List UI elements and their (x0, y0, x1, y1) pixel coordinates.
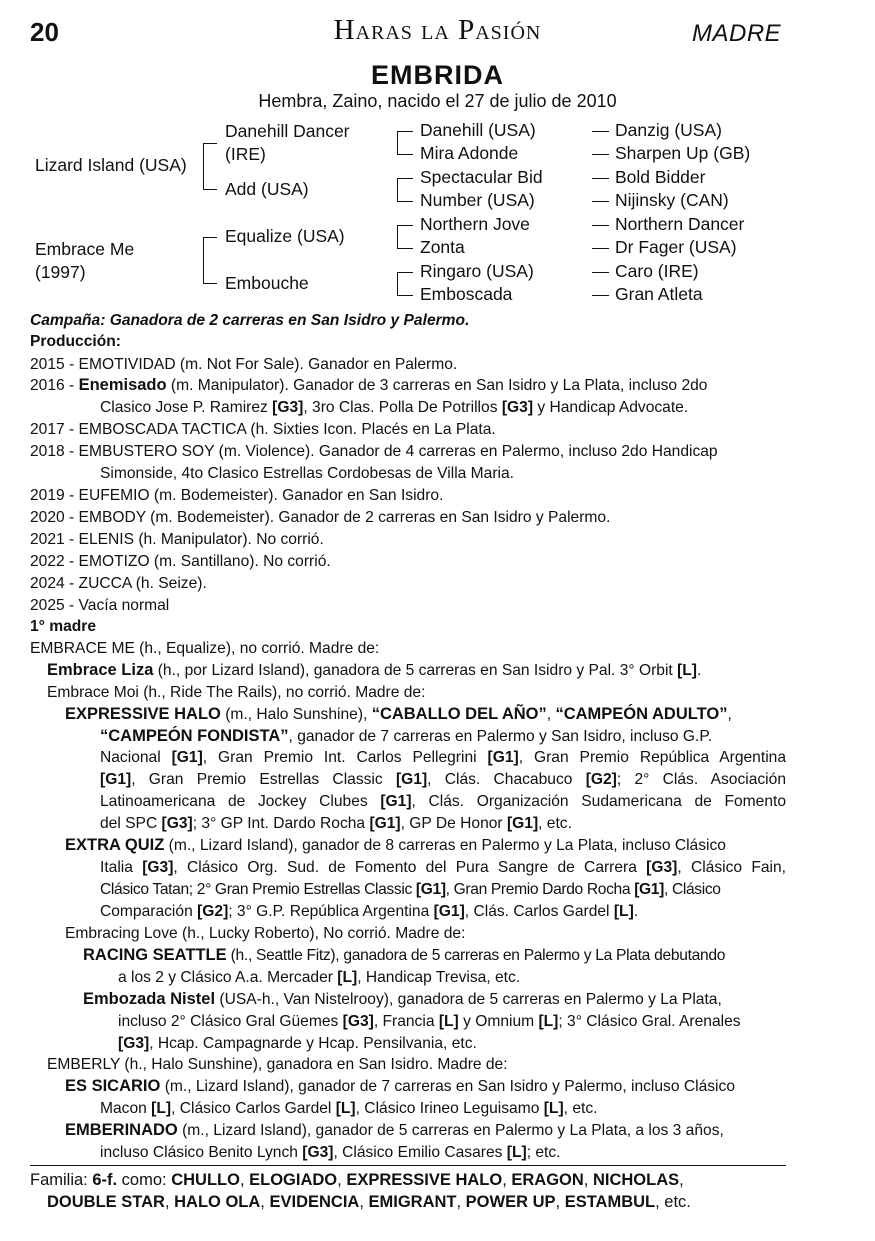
pedigree-sire-sire-line2: (IRE) (225, 144, 266, 164)
embrace-liza-line: Embrace Liza (h., por Lizard Island), ganadora de 5 carreras en San Isidro y Pal. 3° Orbit [L]. (47, 661, 702, 679)
racing-seattle-line2: a los 2 y Clásico A.a. Mercader [L], Handicap Trevisa, etc. (118, 969, 521, 986)
embozada-nistel-line2: incluso 2° Clásico Gral Güemes [G3], Francia [L] y Omnium [L]; 3° Clásico Gral. Arenales (118, 1013, 741, 1030)
production-2022: 2022 - EMOTIZO (m. Santillano). No corrió. (30, 553, 331, 570)
footer-divider (30, 1165, 786, 1166)
embracing-love-line: Embracing Love (h., Lucky Roberto), No corrió. Madre de: (65, 925, 466, 942)
first-dam-heading: 1° madre (30, 618, 97, 635)
production-2025: 2025 - Vacía normal (30, 597, 170, 614)
campaign: Campaña: Ganadora de 2 carreras en San Isidro y Palermo. (30, 312, 470, 329)
embrace-moi-line: Embrace Moi (h., Ride The Rails), no corrió. Madre de: (47, 684, 426, 701)
pedigree-gen4-7: Caro (IRE) (615, 261, 699, 281)
embrace-me-line: EMBRACE ME (h., Equalize), no corrió. Madre de: (30, 640, 380, 657)
section-label: MADRE (692, 20, 782, 47)
pedigree-gen4-6: Dr Fager (USA) (615, 237, 737, 257)
pedigree-dam-line2: (1997) (35, 262, 86, 282)
production-2019: 2019 - EUFEMIO (m. Bodemeister). Ganador en San Isidro. (30, 487, 444, 504)
expressive-halo-line3: Nacional [G1], Gran Premio Int. Carlos Pellegrini [G1], Gran Premio República Argentina (100, 749, 787, 766)
expressive-halo-line1: EXPRESSIVE HALO (m., Halo Sunshine), “CABALLO DEL AÑO”, “CAMPEÓN ADULTO”, (65, 705, 732, 723)
emberinado-line1: EMBERINADO (m., Lizard Island), ganador de 5 carreras en Palermo y La Plata, a los 3 años, (65, 1121, 724, 1139)
extra-quiz-line4: Comparación [G2]; 3° G.P. República Argentina [G1], Clás. Carlos Gardel [L]. (100, 903, 639, 920)
pedigree-gen3-3: Spectacular Bid (420, 167, 543, 187)
emberinado-line2: incluso Clásico Benito Lynch [G3], Clásico Emilio Casares [L]; etc. (100, 1144, 561, 1161)
pedigree-gen4-2: Sharpen Up (GB) (615, 143, 751, 163)
production-2016: 2016 - Enemisado (m. Manipulator). Ganador de 3 carreras en San Isidro y La Plata, incluso 2do (30, 376, 708, 394)
pedigree-sire-dam: Add (USA) (225, 179, 309, 199)
production-heading: Producción: (30, 333, 121, 350)
racing-seattle-line1: RACING SEATTLE (h., Seattle Fitz), ganadora de 5 carreras en Palermo y La Plata debutando (83, 946, 726, 964)
pedigree-dam-dam: Embouche (225, 273, 309, 293)
horse-name: EMBRIDA (371, 60, 504, 90)
expressive-halo-line6: del SPC [G3]; 3° GP Int. Dardo Rocha [G1], GP De Honor [G1], etc. (100, 815, 572, 832)
familia-line2: DOUBLE STAR, HALO OLA, EVIDENCIA, EMIGRANT, POWER UP, ESTAMBUL, etc. (47, 1193, 691, 1211)
emberly-line: EMBERLY (h., Halo Sunshine), ganadora en San Isidro. Madre de: (47, 1056, 508, 1073)
pedigree-gen4-3: Bold Bidder (615, 167, 706, 187)
production-2016-cont: Clasico Jose P. Ramirez [G3], 3ro Clas. Polla De Potrillos [G3] y Handicap Advocate. (100, 399, 689, 416)
pedigree-gen4-1: Danzig (USA) (615, 120, 722, 140)
production-2018-cont: Simonside, 4to Clasico Estrellas Cordobesas de Villa Maria. (100, 465, 515, 482)
pedigree-gen4-4: Nijinsky (CAN) (615, 190, 729, 210)
extra-quiz-line3: Clásico Tatan; 2° Gran Premio Estrellas Classic [G1], Gran Premio Dardo Rocha [G1], Clásico (100, 881, 721, 898)
extra-quiz-line2: Italia [G3], Clásico Org. Sud. de Fomento del Pura Sangre de Carrera [G3], Clásico Fain, (100, 859, 786, 876)
pedigree-gen3-8: Emboscada (420, 284, 513, 304)
pedigree-gen3-6: Zonta (420, 237, 465, 257)
pedigree-sire-sire-line1: Danehill Dancer (225, 121, 350, 141)
production-2021: 2021 - ELENIS (h. Manipulator). No corrió. (30, 531, 324, 548)
production-2024: 2024 - ZUCCA (h. Seize). (30, 575, 207, 592)
expressive-halo-line4: [G1], Gran Premio Estrellas Classic [G1], Clás. Chacabuco [G2]; 2° Clás. Asociación (100, 771, 786, 788)
pedigree-sire: Lizard Island (USA) (35, 155, 187, 175)
horse-description: Hembra, Zaino, nacido el 27 de julio de 2010 (258, 91, 617, 111)
es-sicario-line2: Macon [L], Clásico Carlos Gardel [L], Clásico Irineo Leguisamo [L], etc. (100, 1100, 598, 1117)
production-2020: 2020 - EMBODY (m. Bodemeister). Ganador de 2 carreras en San Isidro y Palermo. (30, 509, 611, 526)
pedigree-gen4-8: Gran Atleta (615, 284, 703, 304)
expressive-halo-line2: “CAMPEÓN FONDISTA”, ganador de 7 carreras en Palermo y San Isidro, incluso G.P. (100, 727, 713, 745)
pedigree-gen3-2: Mira Adonde (420, 143, 519, 163)
production-2018: 2018 - EMBUSTERO SOY (m. Violence). Ganador de 4 carreras en Palermo, incluso 2do Handicap (30, 443, 718, 460)
es-sicario-line1: ES SICARIO (m., Lizard Island), ganador de 7 carreras en San Isidro y Palermo, incluso Clásico (65, 1077, 735, 1095)
pedigree-gen4-5: Northern Dancer (615, 214, 745, 234)
pedigree-dam-sire: Equalize (USA) (225, 226, 345, 246)
pedigree-gen3-7: Ringaro (USA) (420, 261, 534, 281)
pedigree-dam-line1: Embrace Me (35, 239, 135, 259)
farm-name: Haras la Pasión (333, 14, 542, 46)
production-2017: 2017 - EMBOSCADA TACTICA (h. Sixties Icon. Placés en La Plata. (30, 421, 496, 438)
pedigree-gen3-4: Number (USA) (420, 190, 535, 210)
pedigree-gen3-1: Danehill (USA) (420, 120, 536, 140)
page-number: 20 (30, 17, 59, 47)
embozada-nistel-line3: [G3], Hcap. Campagnarde y Hcap. Pensilvania, etc. (118, 1035, 477, 1052)
expressive-halo-line5: Latinoamericana de Jockey Clubes [G1], Clás. Organización Sudamericana de Fomento (100, 793, 786, 810)
familia-line1: Familia: 6-f. como: CHULLO, ELOGIADO, EXPRESSIVE HALO, ERAGON, NICHOLAS, (30, 1171, 684, 1189)
production-2015: 2015 - EMOTIVIDAD (m. Not For Sale). Ganador en Palermo. (30, 356, 458, 373)
extra-quiz-line1: EXTRA QUIZ (m., Lizard Island), ganador de 8 carreras en Palermo y La Plata, incluso Clásico (65, 836, 726, 854)
embozada-nistel-line1: Embozada Nistel (USA-h., Van Nistelrooy), ganadora de 5 carreras en Palermo y La Plata, (83, 990, 722, 1008)
pedigree-gen3-5: Northern Jove (420, 214, 530, 234)
